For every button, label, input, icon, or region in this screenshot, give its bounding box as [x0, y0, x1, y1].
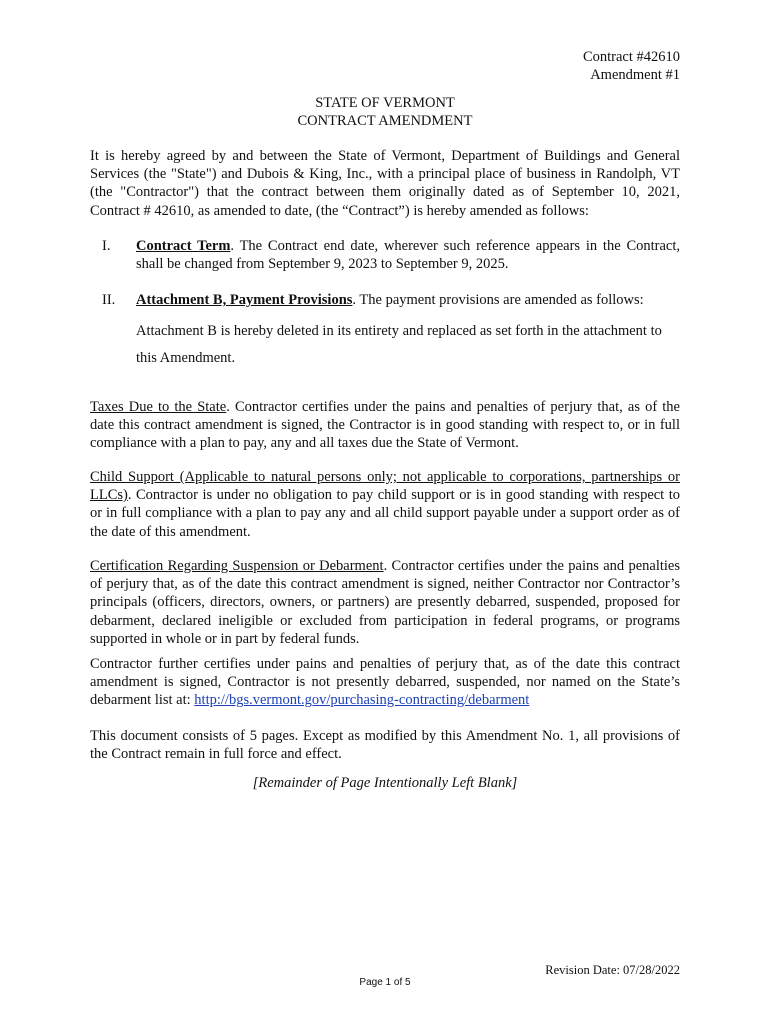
certification-heading: Certification Regarding Suspension or Debarment [90, 558, 384, 574]
child-support-heading: Child Support (Applicable to natural persons only; not applicable to corporations, partnerships or LLCs) [90, 469, 680, 504]
child-support-paragraph [90, 468, 680, 541]
remainder-note: [Remainder of Page Intentionally Left Blank] [252, 775, 518, 791]
certification-paragraph [90, 557, 680, 648]
taxes-paragraph [90, 398, 680, 453]
closing-paragraph: This document consists of 5 pages. Except as modified by this Amendment No. 1, all provisions of the Contract remain in full force and effect. [90, 728, 680, 763]
certification-text: . Contractor certifies under the pains and penalties of perjury that, as of the date this contract amendment is signed, neither Contractor nor Contractor’s principals (officers, directors, owners, or partners) are presently debarred, suspended, proposed for debarment, declared ineligible or excluded from participation in federal programs, or programs supported in whole or in part by federal funds. [90, 558, 680, 647]
item-numeral: II. [102, 292, 116, 308]
title-line-1: STATE OF VERMONT [315, 95, 455, 111]
contract-header [583, 48, 680, 84]
item-contract-term [90, 237, 680, 273]
further-certification-paragraph [90, 655, 680, 710]
page-number: Page 1 of 5 [359, 977, 411, 988]
amendment-number: Amendment #1 [590, 67, 680, 83]
item-text: . The Contract end date, wherever such reference appears in the Contract, shall be changed from September 9, 2023 to September 9, 2025. [136, 238, 681, 273]
child-support-text: . Contractor is under no obligation to pay child support or is in good standing with respect to or in full compliance with a plan to pay any and all child support payable under a support order as of the date of this amendment. [90, 487, 680, 540]
document-title [0, 94, 770, 130]
taxes-text: . Contractor certifies under the pains and penalties of perjury that, as of the date this contract amendment is signed, the Contractor is in good standing with respect to, or in full compliance with a plan to pay, any and all taxes due the State of Vermont. [90, 399, 680, 452]
debarment-list-link[interactable]: http://bgs.vermont.gov/purchasing-contracting/debarment [194, 692, 530, 709]
item-heading: Contract Term [136, 238, 231, 254]
item-numeral: I. [102, 238, 111, 254]
item-sub-text: Attachment B is hereby deleted in its entirety and replaced as set forth in the attachment to this Amendment. [136, 323, 662, 367]
title-line-2: CONTRACT AMENDMENT [297, 113, 473, 129]
item-heading: Attachment B, Payment Provisions [136, 292, 353, 308]
contract-number: Contract #42610 [582, 49, 680, 65]
revision-date: Revision Date: 07/28/2022 [545, 963, 680, 977]
further-text: Contractor further certifies under pains and penalties of perjury that, as of the date this contract amendment is signed, Contractor is not presently debarred, suspended, nor named on the State’s debarment list at: [90, 656, 680, 709]
item-text: . The payment provisions are amended as follows: [352, 292, 644, 308]
item-payment-provisions [90, 291, 680, 372]
intro-paragraph: It is hereby agreed by and between the State of Vermont, Department of Buildings and General Services (the "State") and Dubois & King, Inc., with a principal place of business in Randolph, VT (the "Contractor") that the contract between them originally dated as of September 10, 2021, Contract # 42610, as amended to date, (the “Contract”) is hereby amended as follows: [90, 148, 680, 219]
taxes-heading: Taxes Due to the State [90, 399, 227, 415]
